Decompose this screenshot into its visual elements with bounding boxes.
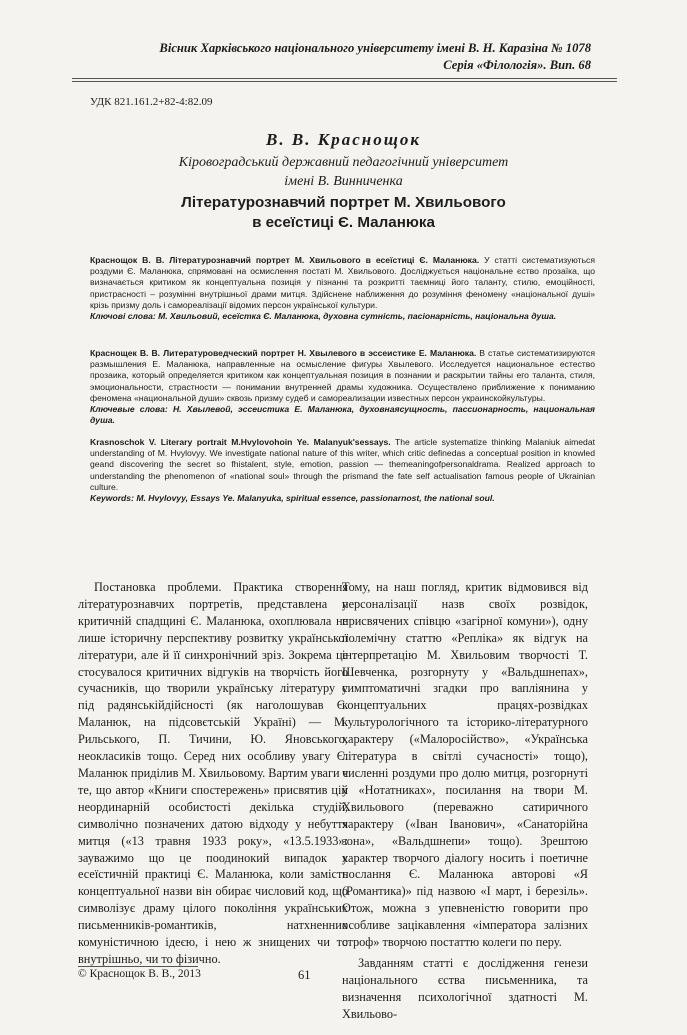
author-name: В. В. Краснощок — [266, 130, 421, 149]
abstract-ua-keywords: Ключові слова: М. Хвильовий, есеїстка Є. Маланюка, духовна сутність, пасіонарність, національна душа. — [90, 311, 557, 322]
abstract-ru-text: В статье систематизируются размышления Е. Маланюка, направленные на осмысление фигуры Хвылевого. Исследуется национальное естество прозаика, который определяется критиком как концептуальная позиция в познании и раскрытии тайны его таланта, стиля, эмоциональности, страстности — понимании внутренней драмы художника. Осуществлено приближение к пониманию феномена «национальной души» сквозь призму судеб и самореализации известных персон украинскойкультуры. — [90, 348, 595, 403]
body-right-column — [342, 579, 588, 1023]
affiliation — [0, 153, 687, 191]
header-rule-top — [72, 78, 617, 79]
footnote-rule — [78, 966, 198, 967]
abstract-en-text: The article systematize thinking Malaniuk aimedat understanding of M. Hvylovyy. We investigate national nature of this writer, which critic definedas a conceptual position in knowled geand discovering the secret so fhistalent, style, emotion, passion — themeaningofpersonaldrama. Realized approach to understanding the phenomenon of «national soul» through the prismand the fate self actualisation famous people of Ukrainian culture. — [90, 437, 595, 492]
body-left-column — [78, 579, 348, 968]
abstract-ua-lead: Краснощок В. В. Літературознавчий портрет М. Хвильового в есеїстиці Є. Маланюка. — [90, 255, 480, 265]
affiliation-line-2: імені В. Винниченка — [284, 174, 403, 189]
abstract-ukrainian — [90, 255, 595, 322]
article-title — [0, 193, 687, 233]
affiliation-line-1: Кіровоградський державний педагогічний університет — [178, 155, 509, 170]
journal-name: Вісник Харківського національного університету імені В. Н. Каразіна № 1078 — [159, 41, 591, 55]
title-line-1: Літературознавчий портрет М. Хвильового — [181, 194, 506, 211]
header-rule-bottom — [72, 81, 617, 82]
abstract-en-keywords: Keywords: M. Hvylovyy, Essays Ye. Malanyuka, spiritual essence, passionarnost, the national soul. — [90, 493, 495, 504]
abstract-ru-keywords: Ключевые слова: Н. Хвылевой, эссеистика Е. Маланюка, духовнаясущность, пассионарность, национальная душа. — [90, 404, 595, 426]
abstract-russian — [90, 348, 595, 426]
title-line-2: в есеїстиці Є. Маланюка — [252, 214, 435, 231]
abstract-ru-lead: Краснощек В. В. Литературоведческий портрет Н. Хвылевого в эссеистике Е. Маланюка. — [90, 348, 477, 358]
running-header — [159, 40, 591, 74]
udc-code: УДК 821.161.2+82-4:82.09 — [90, 96, 213, 108]
series-issue: Серія «Філологія». Вип. 68 — [443, 58, 591, 72]
body-paragraph-2: Завданням статті є дослідження генези національного єства письменника, та визначення психологічної здатності М. Хвильово- — [342, 955, 588, 1021]
copyright-note: © Краснощок В. В., 2013 — [78, 968, 201, 980]
body-paragraph-continued: Тому, на наш погляд, критик відмовився від персоналізації назв своїх розвідок, присвячених співцю «загірної комуни»), одну полемічну статтю «Репліка» як відгук на інтерпретацію М. Хвильовим творчості Т. Шевченка, розгорнуту у «Вальдшнепах», симптоматичні згадки про вапліянина у концептуальних працях-розвідках культурологічного та історико-літературного характеру («Малоросійство», «Українська література в світлі сучасності» тощо), численні роздуми про долю митця, розгорнуті у «Нотатниках», посилання на твори М. Хвильового (переважно сатиричного характеру («Іван Іванович», «Санаторійна зона», «Вальдшнепи» тощо). Зрештою характер творчого діалогу носить і поетичне послання Є. Маланюка авторові «Я (Романтика)» під назвою «І март, і березіль». Отож, можна з упевненістю говорити про особливе зацікавлення «імператора залізних строф» творчою постаттю колеги по перу. — [342, 580, 588, 950]
abstract-ua-text: У статті систематизуються роздуми Є. Маланюка, спрямовані на осмислення постаті М. Хвильового. Досліджується національне єство прозаїка, що визначається критиком як концептуальна позиція у пізнанні та розкритті таємниці його таланту, стилю, емоційності, пристрасності – розумінні внутрішньої драми митця. Здійснене наближення до розуміння феномену «національної душі» крізь призму доль і самореалізації відомих персон української культури. — [90, 255, 596, 310]
page-number: 61 — [298, 968, 311, 982]
abstract-en-lead: Krasnoschok V. Literary portrait M.Hvylovohoin Ye. Malanyuk'sessays. — [90, 437, 391, 447]
abstract-english — [90, 437, 595, 504]
body-paragraph-1: Постановка проблеми. Практика створення літературознавчих портретів, представлена у критичній спадщині Є. Маланюка, охоплювала не лише історичну перспективу розвитку української літератури, але й її синхронічний зріз. Зокрема це стосувалося критичних відгуків на творчість його сучасників, що творили українську літературу у під радянськійдійсності (як наголошував Є. Маланюк, на підсовєтській Україні) — М. Рильського, П. Тичини, Ю. Яновського, неокласиків тощо. Серед них особливу увагу Є. Маланюк приділив М. Хвильовому. Вартим уваги є те, що автор «Книги спостережень» присвятив цій неординарній особистості декілька студій, символічно позначених датою відходу у небуття митця («13 травня 1933 року», «13.5.1933»: зауважимо що це поодинокий випадок у есеїстичній практиці Є. Маланюка, коли замість концептуальної назви він обирає числовий код, що символізує драму цілого покоління українських письменників-романтиків, натхненних комуністичною ідеєю, і нею ж знищених чи то внутрішньо, чи то фізично. — [78, 580, 348, 966]
